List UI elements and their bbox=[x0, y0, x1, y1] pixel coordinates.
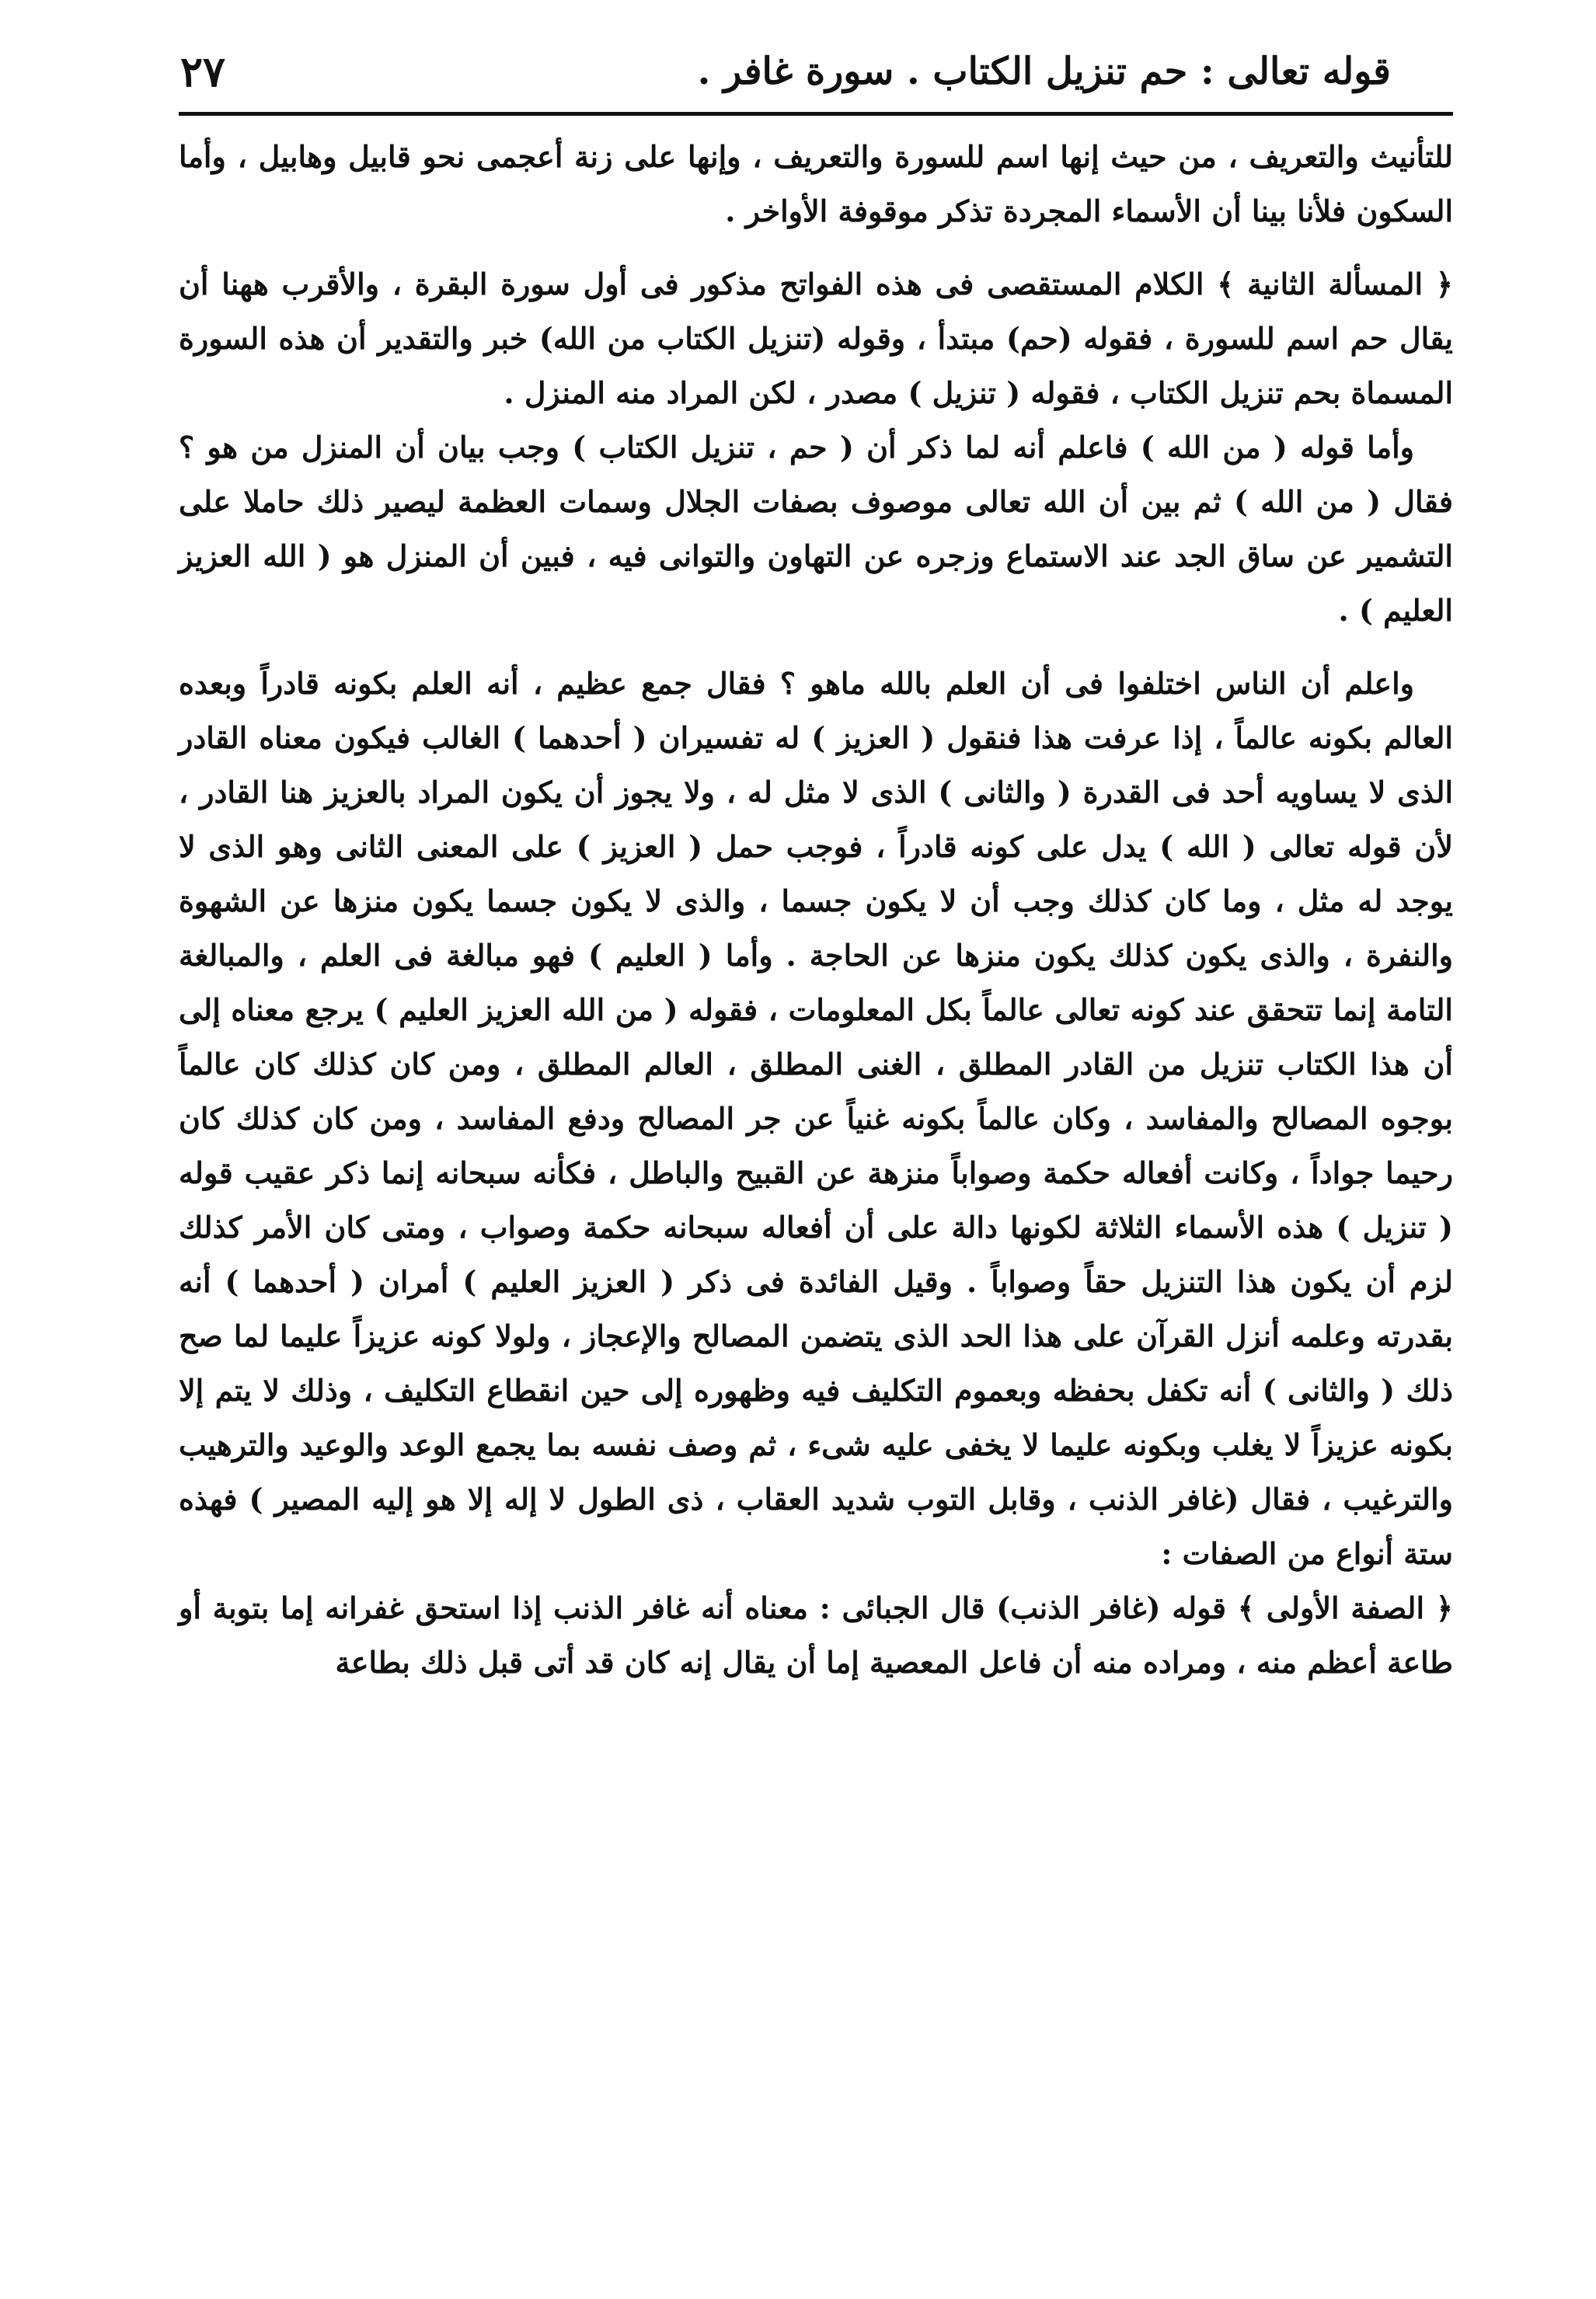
page-number: ٢٧ bbox=[180, 47, 226, 96]
running-title: قوله تعالى : حم تنزيل الكتاب . سورة غافر . bbox=[697, 50, 1391, 93]
paragraph-first-attribute: ﴿ الصفة الأولى ﴾ قوله (غافر الذنب) قال الجبائى : معناه أنه غافر الذنب إذا استحق غفرانه إما بتوبة أو طاعة أعظم منه ، ومراده منه أن فاعل المعصية إما أن يقال إنه كان قد أتى قبل ذلك بطاعة bbox=[179, 1590, 1453, 1680]
paragraph-continuation: للتأنيث والتعريف ، من حيث إنها اسم للسورة والتعريف ، وإنها على زنة أعجمى نحو قابيل وهابيل ، وأما السكون فلأنا بينا أن الأسماء المجردة تذكر موقوفة الأواخر . bbox=[179, 139, 1453, 228]
page-body bbox=[179, 130, 1453, 1690]
book-page bbox=[179, 40, 1453, 2278]
paragraph-from-allah: وأما قوله ( من الله ) فاعلم أنه لما ذكر أن ( حم ، تنزيل الكتاب ) وجب بيان أن المنزل من هو ؟ فقال ( من الله ) ثم بين أن الله تعالى موصوف بصفات الجلال وسمات العظمة ليصير ذلك حاملا على التشمير عن ساق الجد عند الاستماع وزجره عن التهاون والتوانى فيه ، فبين أن المنزل هو ( الله العزيز العليم ) . bbox=[179, 430, 1453, 628]
paragraph-second-issue: ﴿ المسألة الثانية ﴾ الكلام المستقصى فى هذه الفواتح مذكور فى أول سورة البقرة ، والأقرب ههنا أن يقال حم اسم للسورة ، فقوله (حم) مبتدأ ، وقوله (تنزيل الكتاب من الله) خبر والتقدير أن هذه السورة المسماة بحم تنزيل الكتاب ، فقوله ( تنزيل ) مصدر ، لكن المراد منه المنزل . bbox=[179, 266, 1454, 410]
page-header bbox=[179, 40, 1453, 116]
paragraph-knowledge-of-allah: واعلم أن الناس اختلفوا فى أن العلم بالله ماهو ؟ فقال جمع عظيم ، أنه العلم بكونه قادراً وبعده العالم بكونه عالماً ، إذا عرفت هذا فنقول ( العزيز ) له تفسيران ( أحدهما ) الغالب فيكون معناه القادر الذى لا يساويه أحد فى القدرة ( والثانى ) الذى لا مثل له ، ولا يجوز أن يكون المراد بالعزيز هنا القادر ، لأن قوله تعالى ( الله ) يدل على كونه قادراً ، فوجب حمل ( العزيز ) على المعنى الثانى وهو الذى لا يوجد له مثل ، وما كان كذلك وجب أن لا يكون جسما ، والذى لا يكون جسما يكون منزها عن الشهوة والنفرة ، والذى يكون كذلك يكون منزها عن الحاجة . وأما ( العليم ) فهو مبالغة فى العلم ، والمبالغة التامة إنما تتحقق عند كونه تعالى عالماً بكل المعلومات ، فقوله ( من الله العزيز العليم ) يرجع معناه إلى أن هذا الكتاب تنزيل من القادر المطلق ، الغنى المطلق ، العالم المطلق ، ومن كان كذلك كان عالماً بوجوه المصالح والمفاسد ، وكان عالماً بكونه غنياً عن جر المصالح ودفع المفاسد ، ومن كان كذلك كان رحيما جواداً ، وكانت أفعاله حكمة وصواباً منزهة عن القبيح والباطل ، فكأنه سبحانه إنما ذكر عقيب قوله ( تنزيل ) هذه الأسماء الثلاثة لكونها دالة على أن أفعاله سبحانه حكمة وصواب ، ومتى كان الأمر كذلك لزم أن يكون هذا التنزيل حقاً وصواباً . وقيل الفائدة فى ذكر ( العزيز العليم ) أمران ( أحدهما ) أنه بقدرته وعلمه أنزل القرآن على هذا الحد الذى يتضمن المصالح والإعجاز ، ولولا كونه عزيزاً عليما لما صح ذلك ( والثانى ) أنه تكفل بحفظه وبعموم التكليف فيه وظهوره إلى حين انقطاع التكليف ، وذلك لا يتم إلا بكونه عزيزاً لا يغلب وبكونه عليما لا يخفى عليه شىء ، ثم وصف نفسه بما يجمع الوعد والوعيد والترهيب والترغيب ، فقال (غافر الذنب ، وقابل التوب شديد العقاب ، ذى الطول لا إله إلا هو إليه المصير ) فهذه ستة أنواع من الصفات : bbox=[179, 666, 1453, 1571]
